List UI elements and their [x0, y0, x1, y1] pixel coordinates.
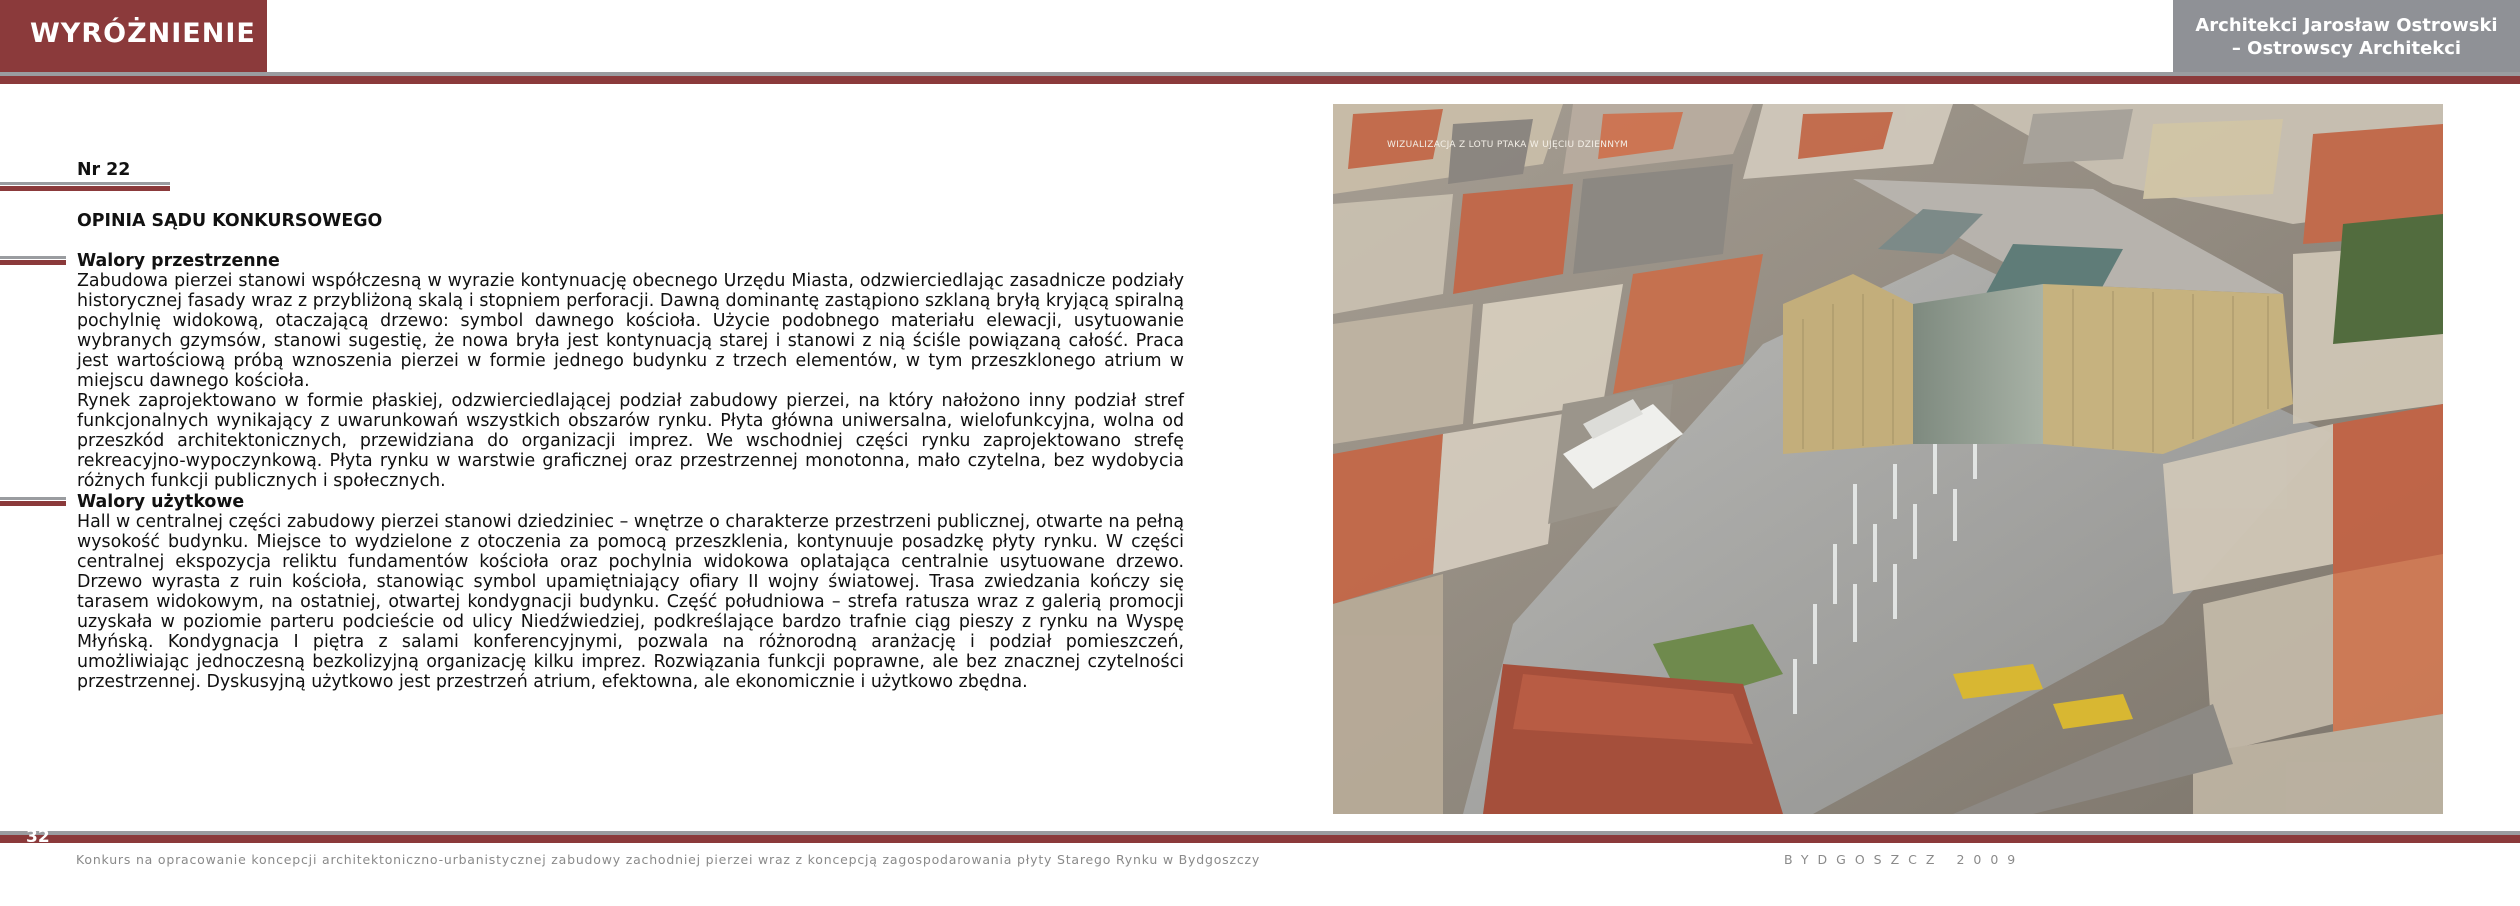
- authors-line-1: Architekci Jarosław Ostrowski: [2195, 15, 2498, 36]
- section-spatial-paragraph-1: Zabudowa pierzei stanowi współczesną w wyrazie kontynuację obecnego Urzędu Miasta, odzwierciedlając zasadnicze podziały historycznej fasady wraz z przybliżoną skalą i stopniem perforacji. Dawną dominantę zastąpiono szklaną bryłą kryjącą spiralną pochylnię widokową, otaczającą drzewo: symbol dawnego kościoła. Użycie podobnego materiału elewacji, usytuowanie wybranych gzymsów, stanowi sugestię, że nowa bryła jest kontynuacją starej i stanowi z nią ściśle powiązaną całość. Praca jest wartościową próbą wznoszenia pierzei w formie jednego budynku z trzech elementów, w tym przeszklonego atrium w miejscu dawnego kościoła.: [77, 271, 1184, 391]
- section-spatial-paragraph-2: Rynek zaprojektowano w formie płaskiej, odzwierciedlającej podział zabudowy pierzei, na który nałożono inny podział stref funkcjonalnych wynikający z uwarunkowań wszystkich obszarów rynku. Płyta główna uniwersalna, wielofunkcyjna, wolna od przeszkód architektonicznych, przewidziana do organizacji imprez. We wschodniej części rynku zaprojektowano strefę rekreacyjno-wypoczynkową. Płyta rynku w warstwie graficznej oraz przestrzennej monotonna, mało czytelna, bez wydobycia różnych funkcji publicznych i społecznych.: [77, 391, 1184, 491]
- section-spatial-heading: Walory przestrzenne: [77, 251, 280, 271]
- image-caption: WIZUALIZACJA Z LOTU PTAKA W UJĘCIU DZIENNYM: [1387, 140, 1629, 150]
- footer-place-year: BYDGOSZCZ 2009: [1784, 852, 2025, 867]
- top-divider-red: [0, 76, 2520, 84]
- award-label: WYRÓŻNIENIE: [30, 18, 256, 49]
- award-badge: [0, 0, 267, 72]
- aerial-visualization-image: [1333, 104, 2443, 814]
- section-utility-heading: Walory użytkowe: [77, 492, 245, 512]
- authors-box: [2173, 0, 2520, 72]
- section-utility: [77, 492, 1184, 692]
- section-utility-paragraph-1: Hall w centralnej części zabudowy pierzei stanowi dziedziniec – wnętrze o charakterze przestrzeni publicznej, otwarte na pełną wysokość budynku. Miejsce to wydzielone z otoczenia za pomocą przeszklenia, kontynuuje posadzkę płyty rynku. W części centralnej ekspozycja reliktu fundamentów kościoła oraz pochylnia widokowa oplatająca centralnie usytuowane drzewo. Drzewo wyrasta z ruin kościoła, stanowiąc symbol upamiętniający ofiary II wojny światowej. Trasa zwiedzania kończy się tarasem widokowym, na ostatniej, otwartej kondygnacji budynku. Część południowa – strefa ratusza wraz z galerią promocji uzyskała w poziomie parteru podcieście od ulicy Niedźwiedziej, podkreślające bardzo trafnie ciąg pieszy z rynku na Wyspę Młyńską. Kondygnacja I piętra z salami konferencyjnymi, pozwala na różnorodną aranżację i podział pomieszczeń, umożliwiając jednoczesną bezkolizyjną organizację kilku imprez. Rozwiązania funkcji poprawne, ale bez znacznej czytelności przestrzennej. Dyskusyjną użytkowo jest przestrzeń atrium, efektowna, ale ekonomicznie i użytkowo zbędna.: [77, 512, 1184, 692]
- authors-line-2: – Ostrowscy Architekci: [2231, 38, 2462, 59]
- page-number: 32: [26, 827, 50, 847]
- section-spatial: [77, 251, 1184, 491]
- entry-number: Nr 22: [77, 160, 131, 180]
- bottom-divider-red: [0, 835, 2520, 843]
- jury-opinion-title: OPINIA SĄDU KONKURSOWEGO: [77, 211, 383, 231]
- footer-competition-title: Konkurs na opracowanie koncepcji architektoniczno-urbanistycznej zabudowy zachodniej pierzei wraz z koncepcją zagospodarowania płyty Starego Rynku w Bydgoszczy: [76, 852, 1261, 867]
